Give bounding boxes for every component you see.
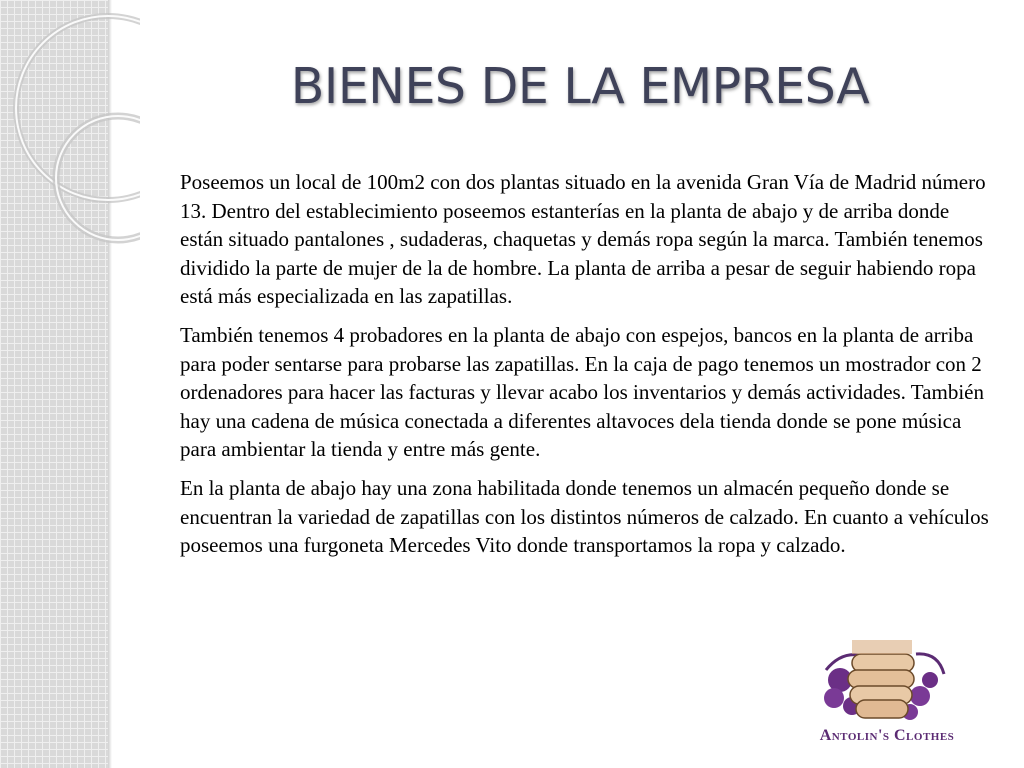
slide-body [180,168,992,570]
paragraph-premises: Poseemos un local de 100m2 con dos plantas situado en la avenida Gran Vía de Madrid número 13. Dentro del establecimiento poseemos estanterías en la planta de abajo y de arriba donde están situado pantalones , sudaderas, chaquetas y demás ropa según la marca. También tenemos dividido la parte de mujer de la de hombre. La planta de arriba a pesar de seguir habiendo ropa está más especializada en las zapatillas. [180,170,986,309]
logo-text: Antolin's Clothes [819,727,955,744]
company-logo [812,640,962,755]
slide-title: BIENES DE LA EMPRESA [290,58,870,115]
paragraph-equipment: También tenemos 4 probadores en la planta de abajo con espejos, bancos en la planta de arriba para poder sentarse para probarse las zapatillas. En la caja de pago tenemos un mostrador con 2 ordenadores para hacer las facturas y llevar acabo los inventarios y demás actividades. También hay una cadena de música conectada a diferentes altavoces dela tienda donde se pone música para ambientar la tienda y entre más gente. [180,322,984,462]
fist-icon [812,640,962,730]
paragraph-storage-vehicles: En la planta de abajo hay una zona habilitada donde tenemos un almacén pequeño donde se encuentran la variedad de zapatillas con los distintos números de calzado. En cuanto a vehículos poseemos una furgoneta Mercedes Vito donde transportamos la ropa y calzado. [180,475,989,558]
decorative-rings [0,0,140,260]
